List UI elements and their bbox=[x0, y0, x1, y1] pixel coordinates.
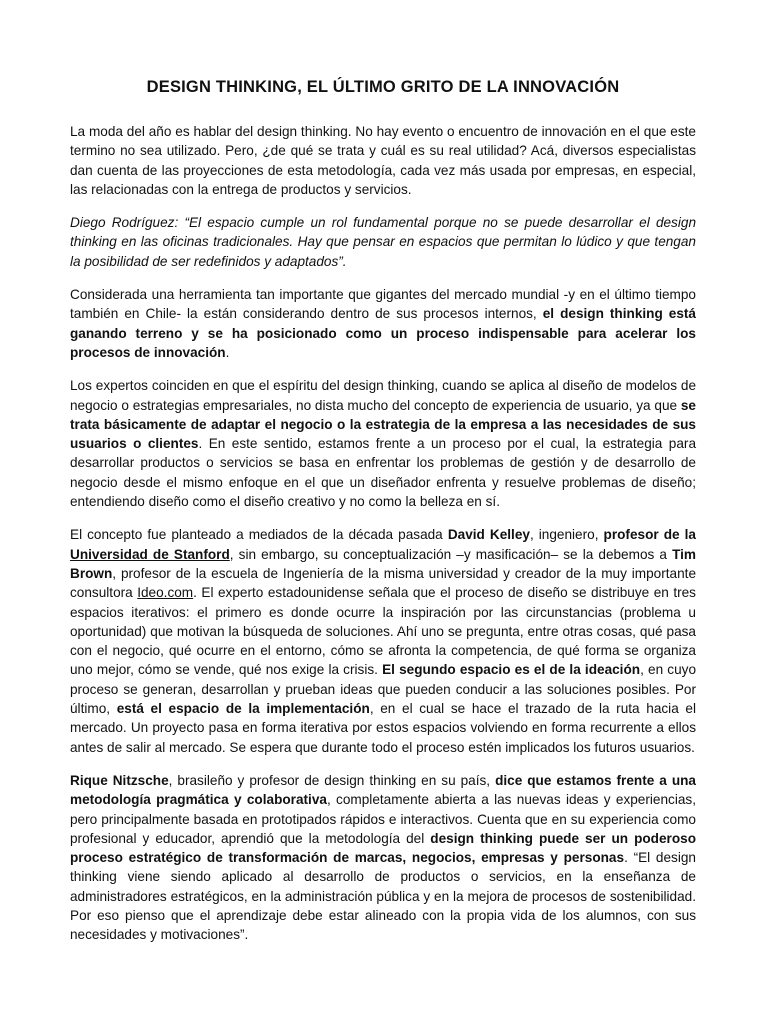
paragraph-concepto bbox=[70, 525, 696, 757]
quote-diego-rodriguez: Diego Rodríguez: “El espacio cumple un rol fundamental porque no se puede desarrollar el design thinking en las oficinas tradicionales. Hay que pensar en espacios que permitan lo lúdico y que tengan la posibilidad de ser redefinidos y adaptados”. bbox=[70, 215, 696, 269]
text-run: , en el cual se hace el trazado de la ruta hacia el mercado. Un proyecto pasa en forma iterativa por estos espacios volviendo en forma recurrente a ellos antes de salir al mercado. Se espera que durante todo el proceso estén implicados los futuros usuarios. bbox=[70, 701, 696, 755]
text-run: . bbox=[225, 344, 230, 360]
text-run: . El experto estadounidense señala que el proceso de diseño se distribuye en tres espacios iterativos: el primero es donde ocurre la inspiración por las circunstancias (problema u oportunidad) que motivan la búsqueda de soluciones. Ahí uno se pregunta, entre otras cosas, qué pasa con el negocio, qué ocurre en el entorno, cómo se afronta la competencia, de qué forma se organiza uno mejor, cómo se vende, qué nos exige la crisis. bbox=[70, 585, 696, 678]
paragraph-expertos bbox=[70, 376, 696, 511]
link-text[interactable]: Ideo.com bbox=[137, 585, 194, 601]
text-run: , ingeniero, bbox=[529, 527, 604, 543]
bold-text: David Kelley bbox=[447, 527, 530, 543]
text-run: , en cuyo proceso se generan, desarrollan y prueban ideas que pueden conducir a las soluciones posibles. Por último, bbox=[70, 662, 696, 717]
bold-text: design thinking puede ser un poderoso proceso estratégico de transformación de marcas, negocios, empresas y personas bbox=[70, 830, 697, 866]
bold-text: Tim Brown bbox=[70, 546, 696, 581]
text-run: , brasileño y profesor de design thinking en su país, bbox=[168, 772, 496, 788]
text-run: . “El design thinking viene siendo aplicado al desarrollo de productos o servicios, en la enseñanza de administradores estratégicos, en la administración pública y en la mejora de procesos de sostenibilidad. Por eso pienso que el aprendizaje debe estar alineado con la propia vida de los alumnos, con sus necesidades y motivaciones”. bbox=[70, 850, 696, 943]
bold-text: El segundo espacio es el de la ideación bbox=[382, 662, 641, 678]
bold-text: profesor de la bbox=[603, 527, 696, 543]
text-run: Considerada una herramienta tan importante que gigantes del mercado mundial -y en el último tiempo también en Chile- la están considerando dentro de sus procesos internos, bbox=[70, 287, 696, 322]
link-text[interactable]: Universidad de Stanford bbox=[70, 546, 230, 562]
bold-text: el design thinking está ganando terreno y se ha posicionado como un proceso indispensable para acelerar los procesos de innovación bbox=[70, 306, 696, 360]
text-run: , completamente abierta a las nuevas ideas y experiencias, pero principalmente basada en prototipados rápidos e interactivos. Cuenta que en su experiencia como profesional y educador, aprendió que la metodología del bbox=[70, 792, 696, 846]
text-run: , sin embargo, su conceptualización –y masificación– se la debemos a bbox=[229, 546, 673, 562]
paragraph-intro: La moda del año es hablar del design thinking. No hay evento o encuentro de innovación en el que este termino no sea utilizado. Pero, ¿de qué se trata y cuál es su real utilidad? Acá, diversos especialistas dan cuenta de las proyecciones de esta metodología, cada vez más usada por empresas, en especial, las relacionadas con la entrega de productos y servicios. bbox=[70, 124, 696, 197]
text-run: El concepto fue planteado a mediados de la década pasada bbox=[70, 527, 448, 543]
text-run: , profesor de la escuela de Ingeniería de la misma universidad y creador de la muy importante consultora bbox=[70, 565, 696, 601]
text-run: . En este sentido, estamos frente a un proceso por el cual, la estrategia para desarrollar productos o servicios se basa en enfrentar los problemas de gestión y de desarrollo de negocio desde el mismo enfoque en el que un diseñador enfrenta y resuelve problemas de diseño; entendiendo diseño como el diseño creativo y no como la belleza en sí. bbox=[70, 436, 696, 510]
bold-text: Rique Nitzsche bbox=[70, 772, 169, 788]
bold-text: dice que estamos frente a una metodología pragmática y colaborativa bbox=[70, 772, 696, 808]
text-run: Los expertos coinciden en que el espíritu del design thinking, cuando se aplica al diseño de modelos de negocio o estrategias empresariales, no dista mucho del concepto de experiencia de usuario, ya que bbox=[70, 378, 696, 413]
paragraph-rique-nitzsche bbox=[70, 771, 696, 945]
bold-text: se trata básicamente de adaptar el negocio o la estrategia de la empresa a las necesidades de sus usuarios o clientes bbox=[70, 397, 696, 452]
bold-text: está el espacio de la implementación bbox=[116, 701, 370, 717]
page-title: DESIGN THINKING, EL ÚLTIMO GRITO DE LA INNOVACIÓN bbox=[146, 78, 620, 96]
paragraph-herramienta bbox=[70, 285, 696, 362]
